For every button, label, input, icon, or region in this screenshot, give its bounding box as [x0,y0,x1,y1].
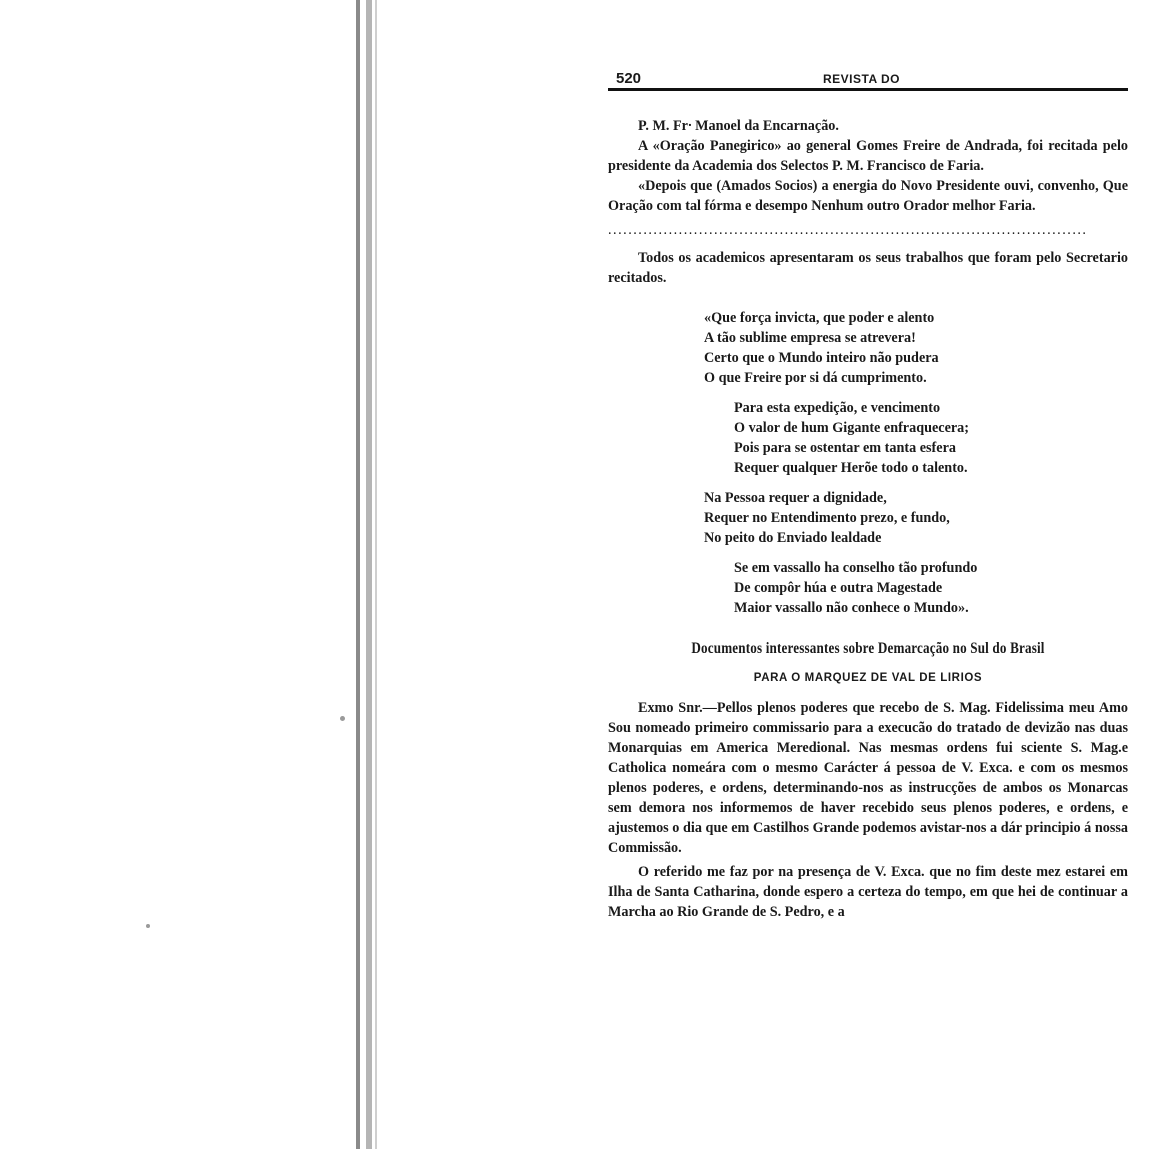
stanza-2 [608,398,1128,478]
author-line: P. M. Frᐧ Manoel da Encarnação. [638,118,839,134]
section-subtitle: PARA O MARQUEZ DE VAL DE LIRIOS [753,672,983,684]
verse: No peito do Enviado lealdade [704,530,882,546]
page-number: 520 [616,70,642,87]
verse: Maior vassallo não conhece o Mundo». [734,600,969,616]
book-page [608,60,1128,922]
scan-speck [340,716,345,721]
verse: A tão sublime empresa se atrevera! [704,330,916,346]
header-rule [608,88,1128,91]
letter-paragraph-1: Exmo Snr.—Pellos plenos poderes que recebo de S. Mag. Fidelissima meu Amo Sou nomeado primeiro commissario para a execucão do tratado de devizão nas duas Monarquias em America Meredional. Nas mesmas ordens fui sciente S. Mag.e Catholica nomeára com o mesmo Carácter á pessoa de V. Exca. e com os mesmos plenos poderes, e ordens, determinando-nos as instrucções de ambos os Monarcas sem demora nos informemos de haver recebido seus plenos poderes, e ordens, e ajustemos o dia que em Castilhos Grande podemos avistar-nos a dár principio á nossa Commissão. [608,700,1128,856]
dotted-separator: ............................................................................................... [608,222,1088,238]
verse: Certo que o Mundo inteiro não pudera [704,350,939,366]
verse: Requer qualquer Herõe todo o talento. [734,460,968,476]
letter-paragraph-2: O referido me faz por na presença de V. Exca. que no fim deste mez estarei em Ilha de Santa Catharina, donde espero a certeza do tempo, em que hei de continuar a Marcha ao Rio Grande de S. Pedro, e a [608,864,1128,920]
verse: O que Freire por si dá cumprimento. [704,370,927,386]
stanza-1 [608,308,1128,388]
verse: De compôr húa e outra Magestade [734,580,943,596]
binding-gutter-shadow [366,0,372,1149]
verse: Na Pessoa requer a dignidade, [704,490,887,506]
sonnet [608,308,1128,618]
verse: Pois para se ostentar em tanta esfera [734,440,956,456]
verse: Para esta expedição, e vencimento [734,400,941,416]
scan-speck [146,924,150,928]
verse: «Que força invicta, que poder e alento [704,310,935,326]
stanza-3 [608,488,1128,548]
verse: Requer no Entendimento prezo, e fundo, [704,510,950,526]
running-head: REVISTA DO [823,72,901,86]
all-presented-paragraph: Todos os academicos apresentaram os seus trabalhos que foram pelo Secretario recitados. [608,250,1128,286]
stanza-4 [608,558,1128,618]
binding-gutter-edge [375,0,377,1149]
page-header [608,60,1128,94]
verse: Se em vassallo ha conselho tão profundo [734,560,978,576]
verse: O valor de hum Gigante enfraquecera; [734,420,969,436]
letter-text [608,698,1128,922]
intro-text [608,116,1128,288]
binding-gutter-line [356,0,360,1149]
quote-paragraph: «Depois que (Amados Socios) a energia do Novo Presidente ouvi, convenho, Que Oração com tal fórma e desempo Nenhum outro Orador melhor Faria. [608,178,1128,214]
section-title: Documentos interessantes sobre Demarcação no Sul do Brasil [691,640,1045,657]
oration-paragraph: A «Oração Panegirico» ao general Gomes Freire de Andrada, foi recitada pelo presidente da Academia dos Selectos P. M. Francisco de Faria. [608,138,1128,174]
